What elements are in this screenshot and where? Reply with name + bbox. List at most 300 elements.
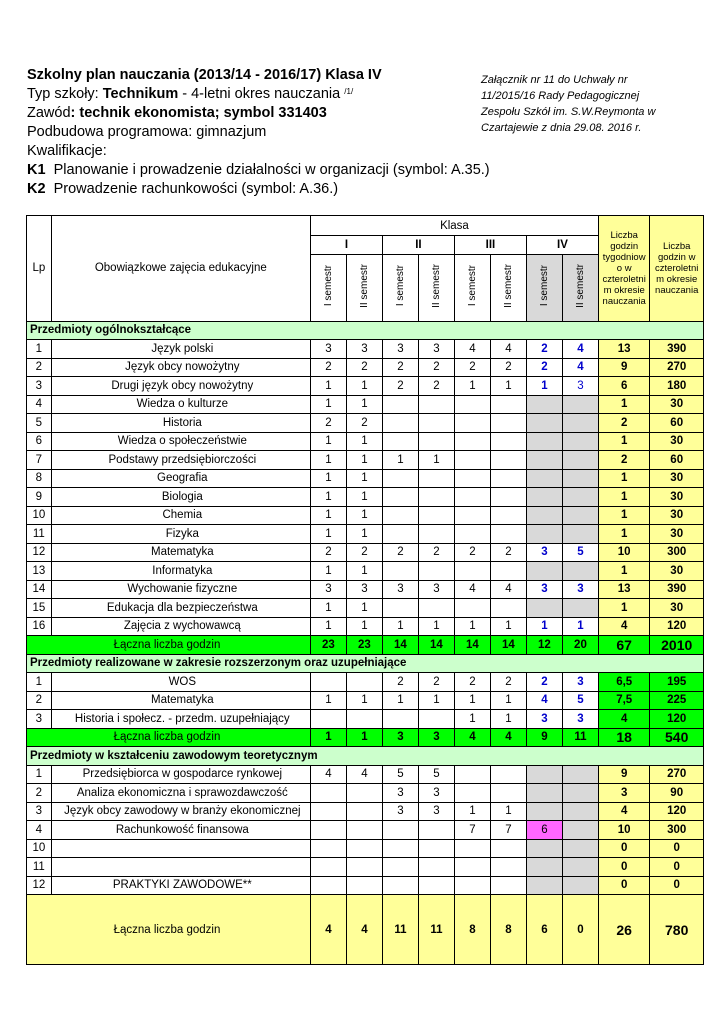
row-hours (562, 821, 598, 840)
row-hours (310, 839, 346, 858)
header-class-iii: III (454, 236, 526, 255)
header-semester (346, 254, 382, 321)
row-hours (454, 488, 490, 507)
sum-label: Łączna liczba godzin (27, 728, 311, 747)
row-hours (526, 765, 562, 784)
footnote-mark: /1/ (344, 87, 354, 96)
sum-hours: 14 (454, 636, 490, 655)
section-title: Przedmioty w kształceniu zawodowym teoretycznym (27, 747, 704, 766)
row-total: 90 (650, 784, 704, 803)
row-hours (526, 506, 562, 525)
sum-weekly: 67 (598, 636, 649, 655)
row-hours: 1 (310, 691, 346, 710)
header-semester (382, 254, 418, 321)
row-hours (418, 525, 454, 544)
table-row (27, 358, 704, 377)
row-hours: 3 (418, 340, 454, 359)
row-lp: 12 (27, 876, 52, 895)
sum-hours: 11 (418, 895, 454, 965)
row-subject: Geografia (51, 469, 310, 488)
row-lp: 11 (27, 858, 52, 877)
row-hours: 2 (418, 673, 454, 692)
sum-hours: 4 (490, 728, 526, 747)
row-hours: 3 (382, 340, 418, 359)
row-total: 60 (650, 451, 704, 470)
semester-label: I semestr (538, 265, 550, 307)
row-weekly-total: 6,5 (598, 673, 649, 692)
row-hours: 1 (490, 802, 526, 821)
row-hours: 3 (346, 580, 382, 599)
row-weekly-total: 2 (598, 414, 649, 433)
row-subject: WOS (51, 673, 310, 692)
row-hours (490, 469, 526, 488)
sum-total: 780 (650, 895, 704, 965)
row-weekly-total: 1 (598, 395, 649, 414)
row-hours (346, 821, 382, 840)
row-hours (490, 562, 526, 581)
row-hours: 1 (490, 377, 526, 396)
row-subject: Podstawy przedsiębiorczości (51, 451, 310, 470)
row-hours (418, 821, 454, 840)
row-hours (526, 488, 562, 507)
row-total: 60 (650, 414, 704, 433)
row-total: 0 (650, 858, 704, 877)
row-hours (382, 525, 418, 544)
sum-row (27, 636, 704, 655)
row-hours: 1 (346, 617, 382, 636)
row-total: 30 (650, 488, 704, 507)
row-hours (382, 469, 418, 488)
table-row (27, 784, 704, 803)
row-hours (526, 451, 562, 470)
note-line: Zespołu Szkół im. S.W.Reymonta w (481, 106, 656, 118)
row-hours (310, 784, 346, 803)
row-hours (526, 395, 562, 414)
row-lp: 11 (27, 525, 52, 544)
row-hours (346, 858, 382, 877)
row-hours (490, 488, 526, 507)
table-row (27, 617, 704, 636)
row-subject (51, 858, 310, 877)
row-hours (382, 876, 418, 895)
row-weekly-total: 1 (598, 488, 649, 507)
row-hours: 3 (418, 580, 454, 599)
row-weekly-total: 1 (598, 432, 649, 451)
row-subject: Analiza ekonomiczna i sprawozdawczość (51, 784, 310, 803)
row-hours: 1 (346, 395, 382, 414)
row-hours: 3 (562, 377, 598, 396)
row-weekly-total: 1 (598, 525, 649, 544)
row-hours (382, 599, 418, 618)
school-type-rest: - 4-letni okres nauczania (182, 86, 341, 102)
table-row (27, 765, 704, 784)
row-weekly-total: 1 (598, 562, 649, 581)
row-hours (526, 525, 562, 544)
plan-title: Szkolny plan nauczania (2013/14 - 2016/17) Klasa IV (27, 67, 382, 83)
row-hours: 2 (418, 358, 454, 377)
row-hours: 1 (454, 802, 490, 821)
row-hours: 1 (310, 451, 346, 470)
row-lp: 2 (27, 358, 52, 377)
row-hours: 6 (526, 821, 562, 840)
row-hours (562, 525, 598, 544)
row-subject: Chemia (51, 506, 310, 525)
attachment-note (481, 72, 711, 136)
row-total: 300 (650, 821, 704, 840)
row-hours: 2 (382, 358, 418, 377)
row-hours (562, 562, 598, 581)
header-class-i: I (310, 236, 382, 255)
row-total: 30 (650, 562, 704, 581)
row-total: 120 (650, 710, 704, 729)
row-hours (526, 599, 562, 618)
row-subject: Historia (51, 414, 310, 433)
row-hours (346, 839, 382, 858)
row-lp: 1 (27, 340, 52, 359)
row-hours (526, 839, 562, 858)
row-lp: 3 (27, 377, 52, 396)
row-hours (490, 451, 526, 470)
sum-hours: 14 (382, 636, 418, 655)
k1-code: K1 (27, 162, 46, 178)
row-hours (526, 562, 562, 581)
sum-row (27, 895, 704, 965)
table-row (27, 691, 704, 710)
row-hours: 1 (346, 451, 382, 470)
section-general (27, 321, 704, 340)
row-hours (490, 765, 526, 784)
row-hours (454, 451, 490, 470)
semester-label: II semestr (430, 264, 442, 308)
row-hours (562, 451, 598, 470)
row-hours: 4 (346, 765, 382, 784)
row-hours (310, 858, 346, 877)
table-row (27, 562, 704, 581)
row-lp: 10 (27, 506, 52, 525)
row-lp: 5 (27, 414, 52, 433)
row-hours: 3 (526, 710, 562, 729)
row-lp: 1 (27, 765, 52, 784)
row-total: 180 (650, 377, 704, 396)
row-hours: 2 (490, 358, 526, 377)
row-hours: 1 (346, 691, 382, 710)
row-subject: Edukacja dla bezpieczeństwa (51, 599, 310, 618)
row-hours (562, 432, 598, 451)
row-lp: 16 (27, 617, 52, 636)
table-row (27, 395, 704, 414)
sum-hours: 3 (418, 728, 454, 747)
row-hours (526, 876, 562, 895)
row-hours: 1 (346, 562, 382, 581)
row-hours (382, 562, 418, 581)
row-weekly-total: 0 (598, 876, 649, 895)
row-weekly-total: 4 (598, 710, 649, 729)
row-hours: 2 (454, 543, 490, 562)
row-hours: 1 (310, 599, 346, 618)
row-hours (490, 858, 526, 877)
row-subject: Historia i społecz. - przedm. uzupełniający (51, 710, 310, 729)
row-hours: 2 (382, 673, 418, 692)
sum-hours: 14 (418, 636, 454, 655)
row-hours (382, 858, 418, 877)
row-hours (346, 673, 382, 692)
row-hours: 7 (454, 821, 490, 840)
header-semester (562, 254, 598, 321)
header-semester (310, 254, 346, 321)
row-hours: 1 (310, 506, 346, 525)
row-hours (382, 821, 418, 840)
row-total: 270 (650, 765, 704, 784)
sum-hours: 23 (310, 636, 346, 655)
row-hours: 3 (562, 710, 598, 729)
row-hours: 3 (382, 784, 418, 803)
profession-label: Zawód (27, 105, 71, 121)
row-hours: 1 (382, 691, 418, 710)
row-hours (418, 839, 454, 858)
row-weekly-total: 13 (598, 340, 649, 359)
row-hours (562, 599, 598, 618)
row-hours: 7 (490, 821, 526, 840)
row-hours (526, 858, 562, 877)
sum-hours: 0 (562, 895, 598, 965)
semester-label: I semestr (466, 265, 478, 307)
header-klasa: Klasa (310, 216, 598, 236)
sum-hours: 11 (382, 895, 418, 965)
row-hours (454, 562, 490, 581)
row-total: 120 (650, 617, 704, 636)
row-hours: 1 (526, 617, 562, 636)
section-title: Przedmioty ogólnokształcące (27, 321, 704, 340)
row-hours (454, 876, 490, 895)
row-hours (454, 599, 490, 618)
row-total: 390 (650, 340, 704, 359)
header-lp: Lp (27, 216, 52, 322)
table-row (27, 488, 704, 507)
row-subject: Rachunkowość finansowa (51, 821, 310, 840)
row-weekly-total: 1 (598, 599, 649, 618)
row-hours (562, 784, 598, 803)
row-weekly-total: 13 (598, 580, 649, 599)
row-hours: 3 (310, 340, 346, 359)
row-subject: Matematyka (51, 691, 310, 710)
header-semester (454, 254, 490, 321)
row-lp: 8 (27, 469, 52, 488)
row-lp: 12 (27, 543, 52, 562)
table-row (27, 469, 704, 488)
profession-line (27, 104, 487, 123)
sum-hours: 6 (526, 895, 562, 965)
row-hours: 2 (490, 673, 526, 692)
header-class-ii: II (382, 236, 454, 255)
row-hours (346, 784, 382, 803)
table-row (27, 543, 704, 562)
row-hours (454, 525, 490, 544)
row-hours (454, 765, 490, 784)
row-hours (454, 395, 490, 414)
row-lp: 9 (27, 488, 52, 507)
row-hours: 2 (310, 414, 346, 433)
k1-text: Planowanie i prowadzenie działalności w organizacji (symbol: A.35.) (53, 162, 490, 178)
table-row (27, 580, 704, 599)
row-hours: 3 (346, 340, 382, 359)
row-hours: 5 (418, 765, 454, 784)
row-lp: 14 (27, 580, 52, 599)
row-lp: 1 (27, 673, 52, 692)
row-weekly-total: 0 (598, 839, 649, 858)
row-hours (454, 432, 490, 451)
row-hours (310, 710, 346, 729)
row-hours (454, 784, 490, 803)
row-hours: 3 (562, 580, 598, 599)
header-class-iv: IV (526, 236, 598, 255)
header-total: Liczba godzin w czteroletni m okresie nauczania (650, 216, 704, 322)
row-total: 195 (650, 673, 704, 692)
sum-label: Łączna liczba godzin (27, 636, 311, 655)
row-hours: 1 (310, 469, 346, 488)
row-hours (526, 802, 562, 821)
sum-hours: 23 (346, 636, 382, 655)
sum-hours: 20 (562, 636, 598, 655)
row-hours (418, 488, 454, 507)
profession: : technik ekonomista; symbol 331403 (70, 105, 327, 121)
curriculum-table (26, 215, 704, 965)
row-hours (490, 599, 526, 618)
row-subject: Wychowanie fizyczne (51, 580, 310, 599)
row-lp: 3 (27, 802, 52, 821)
table-row (27, 876, 704, 895)
row-hours (526, 784, 562, 803)
row-hours (418, 599, 454, 618)
header-subjects: Obowiązkowe zajęcia edukacyjne (51, 216, 310, 322)
table-row (27, 340, 704, 359)
row-hours: 2 (346, 543, 382, 562)
table-row (27, 377, 704, 396)
row-lp: 7 (27, 451, 52, 470)
row-hours (346, 876, 382, 895)
qualification-k1 (27, 161, 490, 180)
row-hours: 3 (310, 580, 346, 599)
row-hours: 1 (418, 617, 454, 636)
row-hours: 2 (418, 377, 454, 396)
row-hours: 4 (310, 765, 346, 784)
row-lp: 2 (27, 784, 52, 803)
table-row (27, 506, 704, 525)
row-hours (526, 469, 562, 488)
row-weekly-total: 10 (598, 543, 649, 562)
row-hours (490, 876, 526, 895)
row-hours: 5 (562, 691, 598, 710)
row-weekly-total: 10 (598, 821, 649, 840)
row-hours (562, 488, 598, 507)
row-hours (418, 858, 454, 877)
row-weekly-total: 2 (598, 451, 649, 470)
row-hours: 4 (526, 691, 562, 710)
row-hours (382, 488, 418, 507)
k2-text: Prowadzenie rachunkowości (symbol: A.36.) (53, 181, 339, 197)
row-hours (562, 858, 598, 877)
row-hours: 1 (346, 599, 382, 618)
row-hours: 1 (310, 617, 346, 636)
row-weekly-total: 3 (598, 784, 649, 803)
row-hours: 1 (346, 469, 382, 488)
row-weekly-total: 7,5 (598, 691, 649, 710)
row-hours: 2 (346, 358, 382, 377)
sum-row (27, 728, 704, 747)
sum-hours: 8 (490, 895, 526, 965)
row-hours: 1 (382, 617, 418, 636)
row-hours: 2 (310, 358, 346, 377)
row-hours (310, 876, 346, 895)
row-hours (562, 765, 598, 784)
row-lp: 10 (27, 839, 52, 858)
row-hours (418, 876, 454, 895)
row-hours: 1 (310, 377, 346, 396)
row-hours (526, 414, 562, 433)
row-hours (490, 839, 526, 858)
row-total: 30 (650, 599, 704, 618)
row-subject (51, 839, 310, 858)
sum-hours: 14 (490, 636, 526, 655)
row-total: 120 (650, 802, 704, 821)
row-subject: PRAKTYKI ZAWODOWE** (51, 876, 310, 895)
school-type-line (27, 85, 487, 104)
row-hours (382, 432, 418, 451)
row-hours (454, 469, 490, 488)
row-hours: 2 (490, 543, 526, 562)
row-hours (346, 802, 382, 821)
row-weekly-total: 1 (598, 506, 649, 525)
row-weekly-total: 0 (598, 858, 649, 877)
row-subject: Zajęcia z wychowawcą (51, 617, 310, 636)
row-weekly-total: 4 (598, 617, 649, 636)
row-weekly-total: 6 (598, 377, 649, 396)
sum-label: Łączna liczba godzin (27, 895, 311, 965)
sum-hours: 12 (526, 636, 562, 655)
row-hours: 1 (346, 525, 382, 544)
row-hours: 1 (346, 377, 382, 396)
row-hours: 1 (418, 691, 454, 710)
row-hours (418, 562, 454, 581)
row-hours (346, 710, 382, 729)
sum-hours: 4 (310, 895, 346, 965)
sum-total: 540 (650, 728, 704, 747)
row-hours (454, 858, 490, 877)
row-hours (562, 802, 598, 821)
row-subject: Wiedza o kulturze (51, 395, 310, 414)
row-total: 225 (650, 691, 704, 710)
sum-total: 2010 (650, 636, 704, 655)
row-weekly-total: 9 (598, 765, 649, 784)
row-hours (562, 414, 598, 433)
row-hours: 2 (454, 358, 490, 377)
row-total: 30 (650, 395, 704, 414)
row-hours (526, 432, 562, 451)
row-lp: 4 (27, 821, 52, 840)
row-hours: 4 (454, 580, 490, 599)
row-hours: 3 (382, 580, 418, 599)
row-hours (418, 414, 454, 433)
row-hours: 1 (346, 432, 382, 451)
row-hours: 2 (382, 377, 418, 396)
row-hours: 1 (418, 451, 454, 470)
row-lp: 6 (27, 432, 52, 451)
row-total: 300 (650, 543, 704, 562)
school-type: Technikum (102, 86, 179, 102)
semester-label: II semestr (358, 264, 370, 308)
table-row (27, 710, 704, 729)
row-hours (562, 839, 598, 858)
row-hours: 1 (526, 377, 562, 396)
